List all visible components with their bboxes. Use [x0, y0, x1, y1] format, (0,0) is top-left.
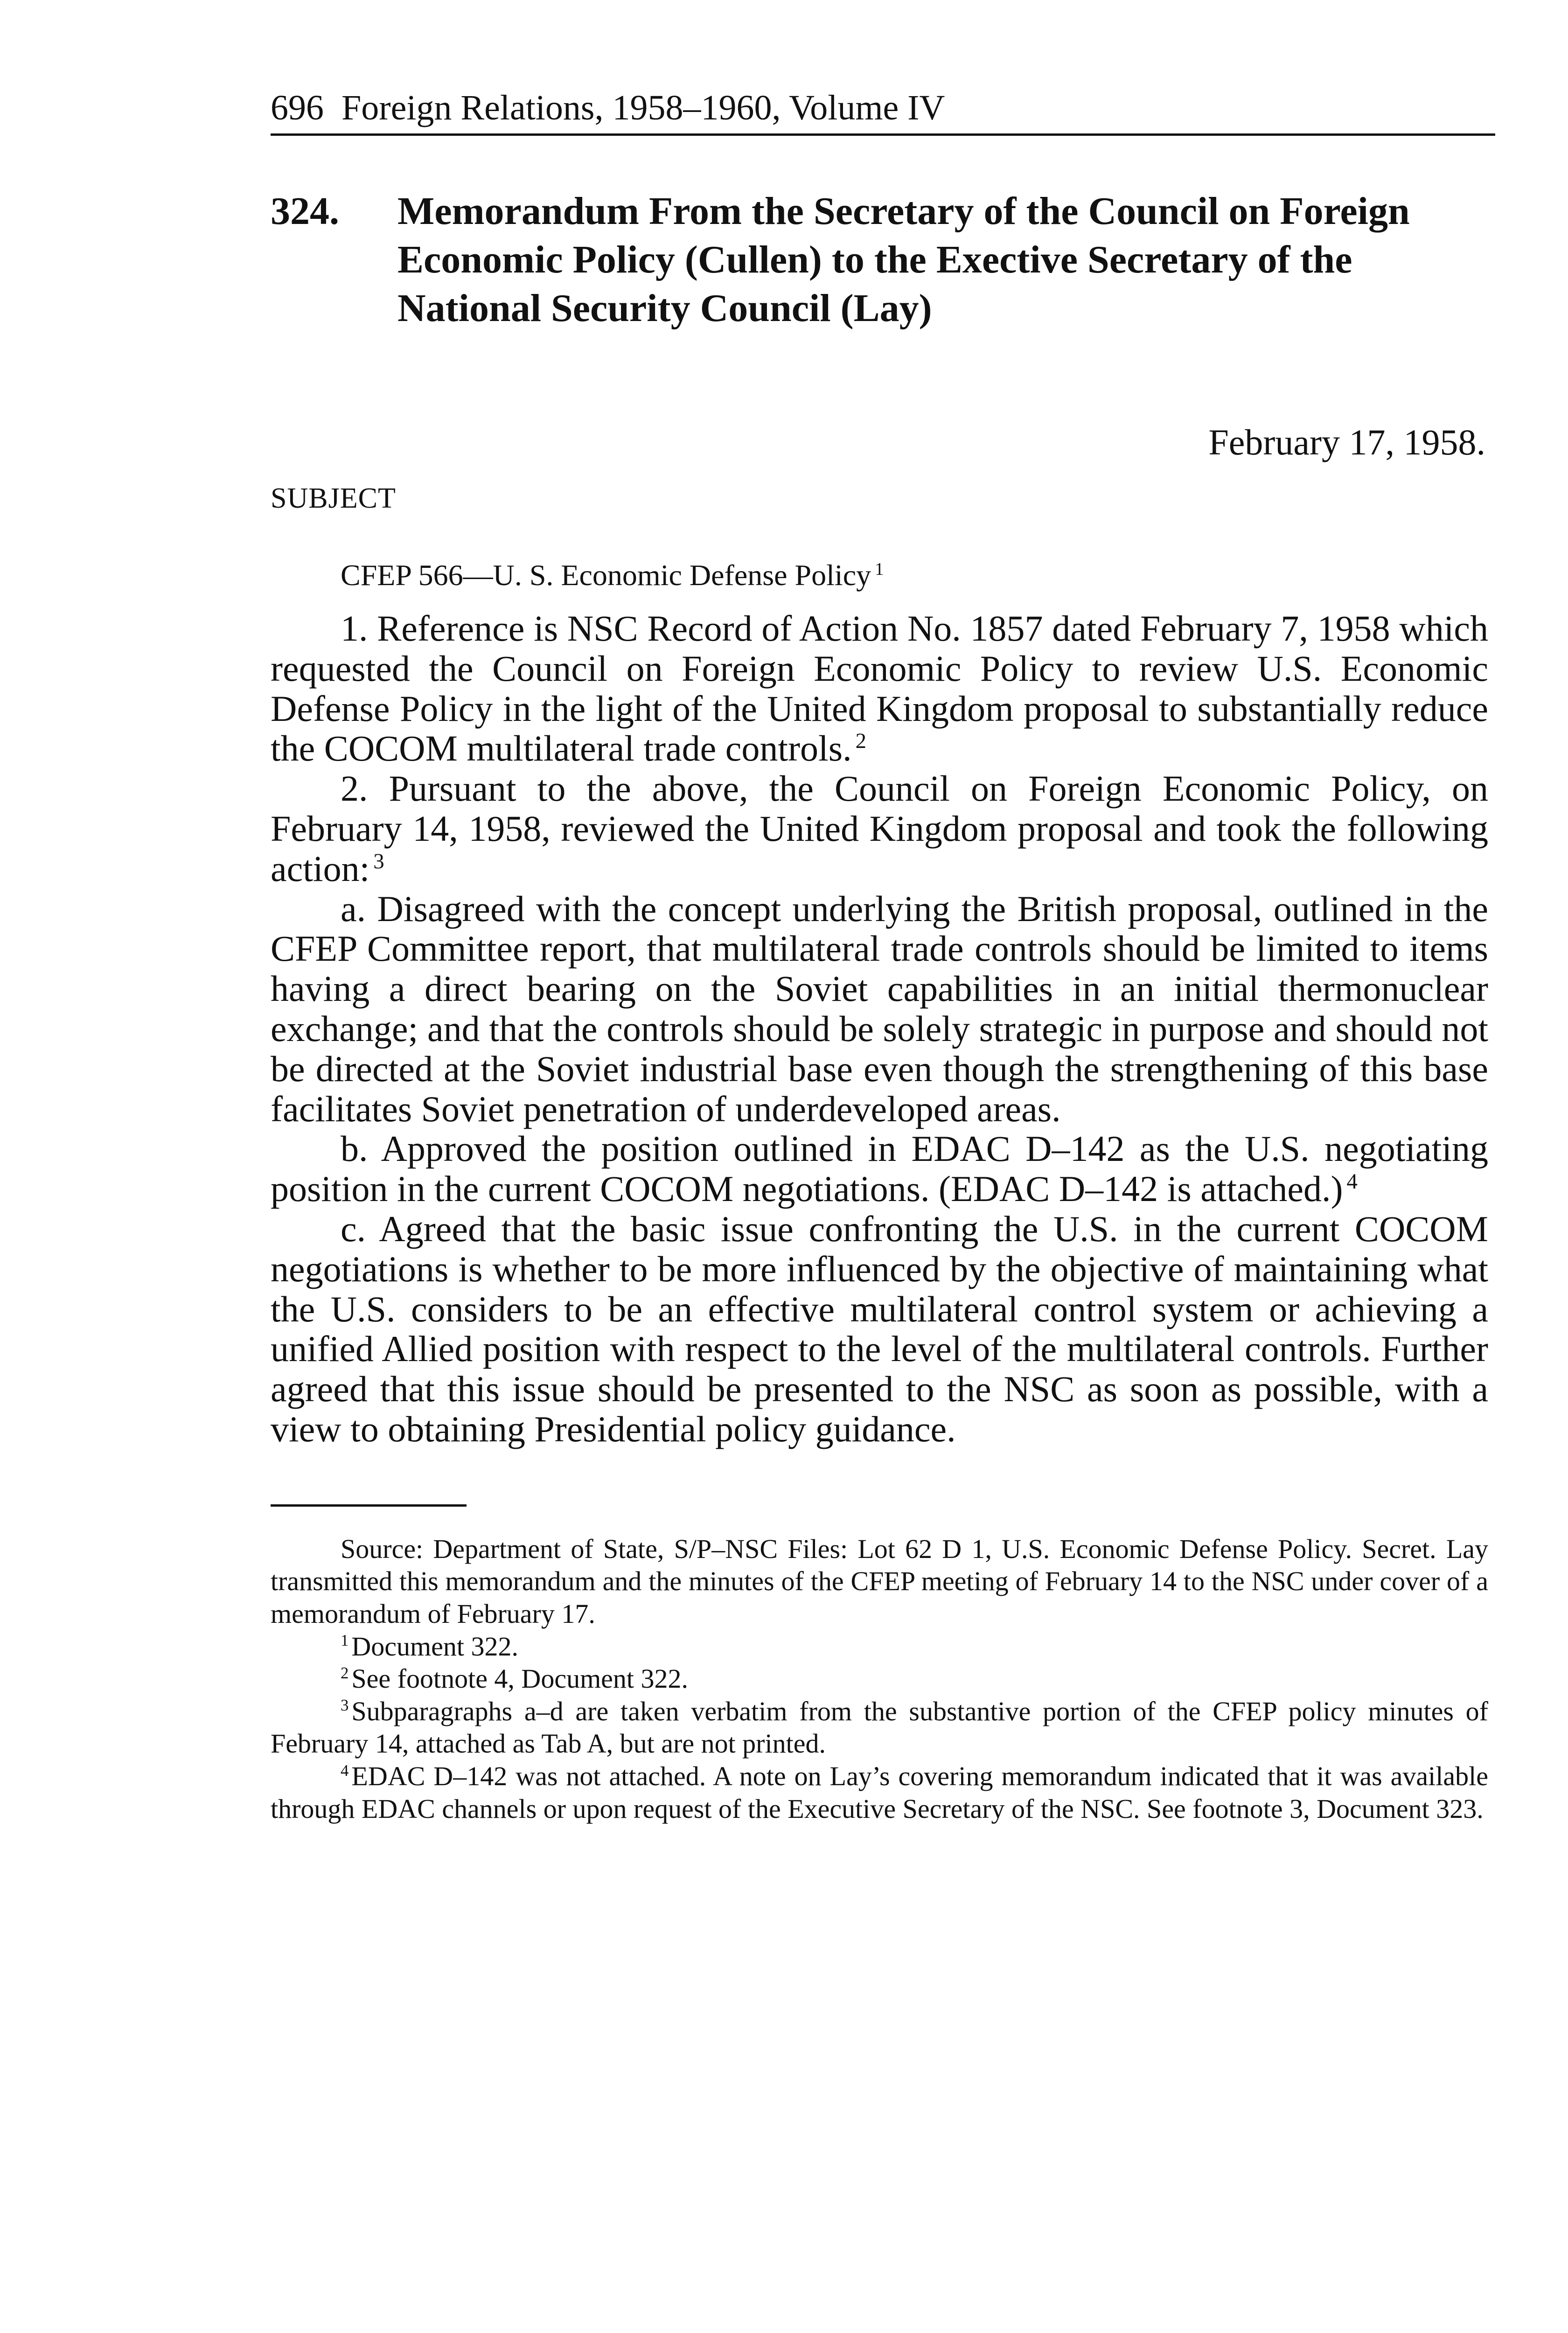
- document-number: 324.: [271, 189, 339, 233]
- subject-line: [341, 558, 1488, 593]
- document-heading: [271, 187, 1488, 333]
- source-note: Source: Department of State, S/P–NSC Files: Lot 62 D 1, U.S. Economic Defense Policy. Secret. Lay transmitted this memorandum and the minutes of the CFEP meeting of February 14 to the NSC under cover of a memorandum of February 17.: [271, 1533, 1488, 1629]
- footnote-ref: 4: [1346, 1169, 1358, 1194]
- footnote-mark: 4: [341, 1761, 349, 1780]
- subject-text: CFEP 566—U. S. Economic Defense Policy: [341, 559, 871, 592]
- footnote-mark: 1: [341, 1631, 349, 1650]
- paragraph: 1. Reference is NSC Record of Action No. 1857 dated February 7, 1958 which requested the Council on Foreign Economic Policy to review U.S. Economic Defense Policy in the light of the United Kingdom proposal to substantially reduce the COCOM multilateral trade controls. $^2$: [271, 608, 1488, 769]
- paragraph: 2. Pursuant to the above, the Council on Foreign Economic Policy, on February 14, 1958, reviewed the United Kingdom proposal and took the following action: $^3$: [271, 768, 1488, 889]
- subject-label: SUBJECT: [271, 482, 396, 515]
- footnote-divider: [271, 1504, 467, 1507]
- footnote-mark: 3: [341, 1696, 349, 1715]
- footnote: $^2$ See footnote 4, Document 322.: [341, 1663, 689, 1694]
- subparagraph: a. Disagreed with the concept underlying the British proposal, outlined in the CFEP Committee report, that multilateral trade controls should be limited to items having a direct bearing on the Soviet capabilities in an initial thermonuclear exchange; and that the controls should be solely strategic in purpose and should not be directed at the Soviet industrial base even though the strengthening of this base facilitates Soviet penetration of underdeveloped areas.: [271, 888, 1488, 1129]
- footnote: $^1$ Document 322.: [341, 1631, 519, 1662]
- footnote: $^3$ Subparagraphs a–d are taken verbatim from the substantive portion of the CFEP policy minutes of February 14, attached as Tab A, but are not printed.: [271, 1696, 1488, 1759]
- volume-title: Foreign Relations, 1958–1960, Volume IV: [341, 88, 945, 127]
- memo-body: [271, 608, 1488, 1449]
- footnote-ref: 2: [855, 729, 866, 754]
- document-date: February 17, 1958.: [1208, 422, 1485, 463]
- footnote-mark: 2: [341, 1663, 349, 1682]
- document-page: [271, 89, 1488, 1825]
- subparagraph: c. Agreed that the basic issue confronting the U.S. in the current COCOM negotiations is whether to be more influenced by the objective of maintaining what the U.S. considers to be an effective multilateral control system or achieving a unified Allied position with respect to the level of the multilateral controls. Further agreed that this issue should be presented to the NSC as soon as possible, with a view to obtaining Presidential policy guidance.: [271, 1208, 1488, 1449]
- footnotes: [271, 1533, 1488, 1825]
- page-number: 696: [271, 88, 324, 127]
- running-head: [271, 89, 1495, 136]
- document-title: Memorandum From the Secretary of the Council on Foreign Economic Policy (Cullen) to the Exective Secretary of the National Security Council (Lay): [397, 189, 1410, 330]
- subparagraph: b. Approved the position outlined in EDAC D–142 as the U.S. negotiating position in the current COCOM negotiations. (EDAC D–142 is attached.) $^4$: [271, 1128, 1488, 1209]
- footnote-ref: 1: [875, 559, 884, 579]
- footnote-ref: 3: [373, 849, 384, 873]
- footnote: $^4$ EDAC D–142 was not attached. A note on Lay’s covering memorandum indicated that it was available through EDAC channels or upon request of the Executive Secretary of the NSC. See footnote 3, Document 323.: [271, 1760, 1488, 1824]
